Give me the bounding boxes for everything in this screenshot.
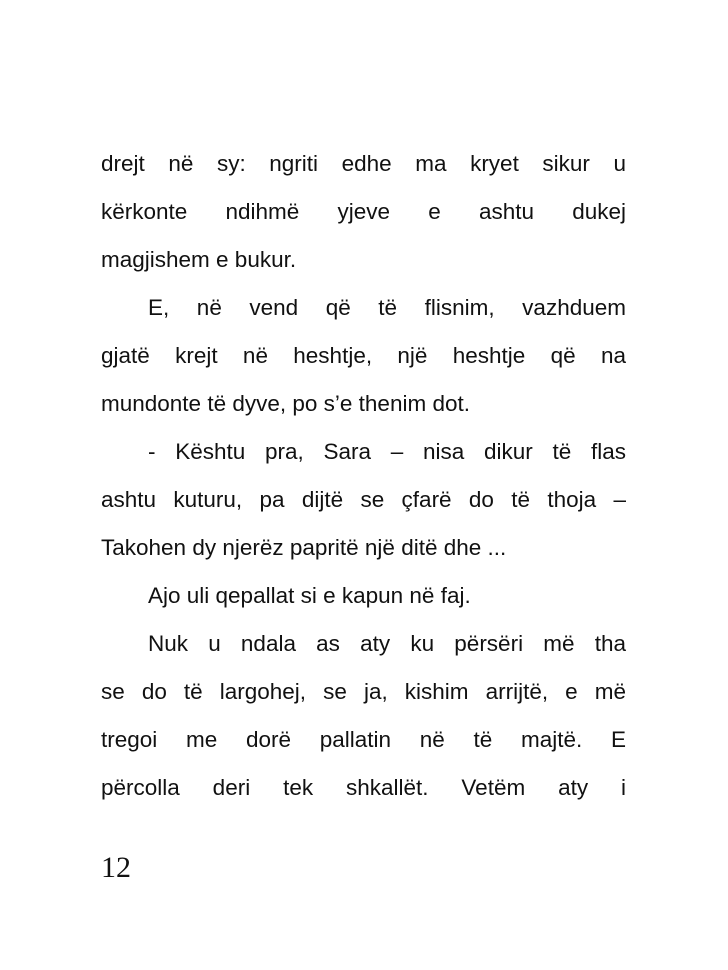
page-number: 12 xyxy=(101,851,131,884)
text-line: tregoi me dorë pallatin në të majtë. E xyxy=(101,727,626,752)
text-line: përcolla deri tek shkallët. Vetëm aty i xyxy=(101,775,626,800)
text-line: gjatë krejt në heshtje, një heshtje që na xyxy=(101,343,626,368)
text-line: E, në vend që të flisnim, vazhduem xyxy=(148,295,626,320)
text-line: se do të largohej, se ja, kishim arrijtë, e më xyxy=(101,679,626,704)
text-line: Takohen dy njerëz papritë një ditë dhe ... xyxy=(101,535,507,560)
text-line: Ajo uli qepallat si e kapun në faj. xyxy=(148,583,471,608)
text-line: - Kështu pra, Sara – nisa dikur të flas xyxy=(148,439,626,464)
text-line: drejt në sy: ngriti edhe ma kryet sikur u xyxy=(101,151,626,176)
text-line: magjishem e bukur. xyxy=(101,247,297,272)
body-text xyxy=(101,140,626,812)
text-line: ashtu kuturu, pa dijtë se çfarë do të thoja – xyxy=(101,487,626,512)
text-line: kërkonte ndihmë yjeve e ashtu dukej xyxy=(101,199,626,224)
text-line: Nuk u ndala as aty ku përsëri më tha xyxy=(148,631,626,656)
text-line: mundonte të dyve, po s’e thenim dot. xyxy=(101,391,470,416)
